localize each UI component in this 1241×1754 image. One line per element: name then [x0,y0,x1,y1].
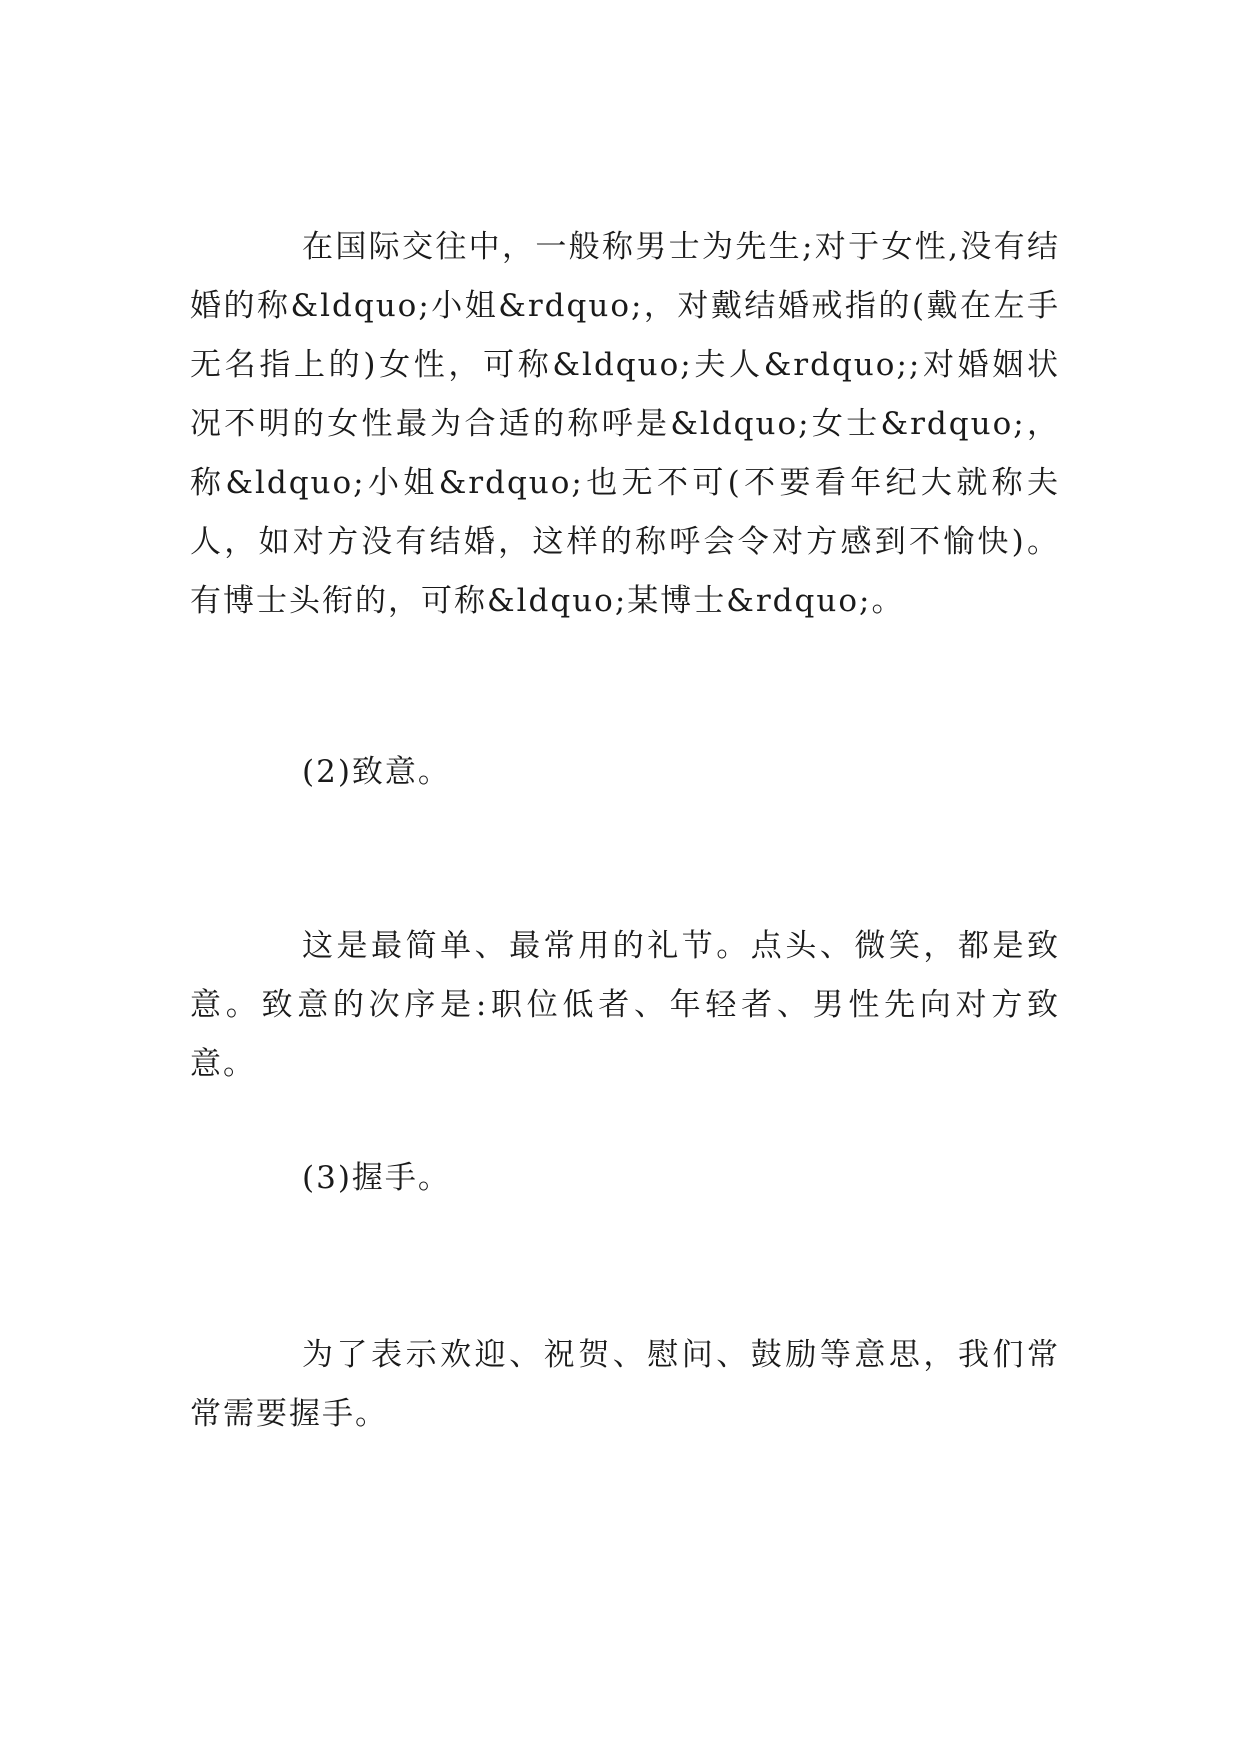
paragraph-forms-of-address: 在国际交往中，一般称男士为先生;对于女性,没有结婚的称&ldquo;小姐&rdquo;，对戴结婚戒指的(戴在左手无名指上的)女性，可称&ldquo;夫人&rdquo;;对婚姻状况不明的女性最为合适的称呼是&ldquo;女士&rdquo;，称&ldquo;小姐&rdquo;也无不可(不要看年纪大就称夫人，如对方没有结婚，这样的称呼会令对方感到不愉快)。有博士头衔的，可称&ldquo;某博士&rdquo;。 [190,229,1060,619]
section-heading-greeting: (2)致意。 [302,754,451,790]
paragraph-handshake: 为了表示欢迎、祝贺、慰问、鼓励等意思，我们常常需要握手。 [190,1337,1060,1432]
section-heading-handshake: (3)握手。 [302,1160,451,1196]
paragraph-greeting: 这是最简单、最常用的礼节。点头、微笑，都是致意。致意的次序是:职位低者、年轻者、男性先向对方致意。 [190,928,1060,1082]
